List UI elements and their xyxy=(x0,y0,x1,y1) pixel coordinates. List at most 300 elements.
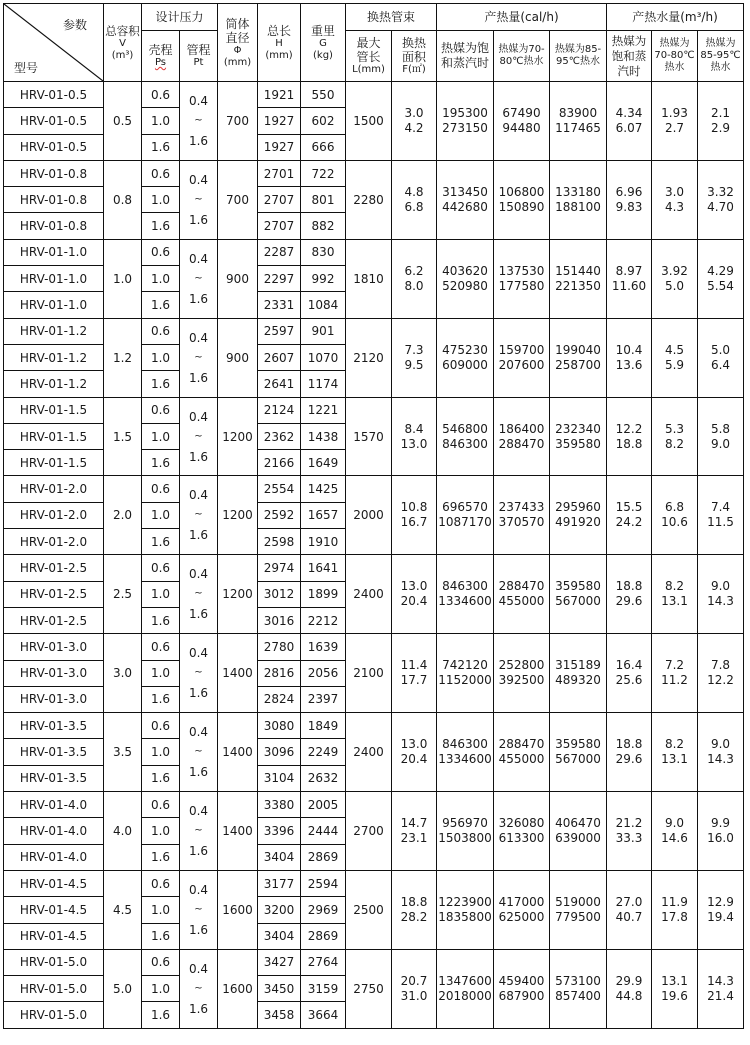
water-8595-max: 11.5 xyxy=(707,515,734,530)
corner-header xyxy=(4,4,104,82)
water-steam-cell xyxy=(607,160,652,239)
area-min: 8.4 xyxy=(404,421,424,436)
weight-cell: 602 xyxy=(301,108,346,134)
pt-max: 1.6 xyxy=(188,765,209,780)
area-cell xyxy=(392,476,437,555)
water-steam-min: 12.2 xyxy=(615,421,643,436)
pt-max: 1.6 xyxy=(188,449,209,464)
water-8595-header: 热媒为85-95℃热水 xyxy=(698,31,744,82)
area-cell xyxy=(392,634,437,713)
heat-8595-cell xyxy=(550,239,607,318)
heat-steam-max: 1334600 xyxy=(438,752,492,767)
weight-cell: 722 xyxy=(301,160,346,186)
water-steam-max: 44.8 xyxy=(615,988,643,1003)
heat-7080-max: 177580 xyxy=(498,278,545,293)
heat-8595-cell xyxy=(550,870,607,949)
water-steam-min: 4.34 xyxy=(615,105,643,120)
tube-pressure-cell xyxy=(180,713,218,792)
water-7080-min: 7.2 xyxy=(664,658,685,673)
area-min: 13.0 xyxy=(400,737,428,752)
pt-min: 0.4 xyxy=(188,725,209,740)
weight-cell: 2632 xyxy=(301,765,346,791)
weight-cell: 550 xyxy=(301,82,346,108)
model-cell: HRV-01-0.5 xyxy=(4,108,104,134)
shell-pressure-cell: 1.0 xyxy=(142,976,180,1002)
weight-header xyxy=(301,4,346,82)
model-cell: HRV-01-3.5 xyxy=(4,765,104,791)
diameter-symbol: Φ xyxy=(233,44,242,56)
length-cell: 2297 xyxy=(258,266,301,292)
model-cell: HRV-01-4.0 xyxy=(4,818,104,844)
water-8595-min: 12.9 xyxy=(707,894,734,909)
water-steam-max: 6.07 xyxy=(615,120,643,135)
water-steam-max: 9.83 xyxy=(615,199,643,214)
heat-8595-cell xyxy=(550,713,607,792)
water-8595-max: 4.70 xyxy=(707,199,734,214)
pt-min: 0.4 xyxy=(188,409,209,424)
length-cell: 2824 xyxy=(258,686,301,712)
shell-pressure-cell: 0.6 xyxy=(142,397,180,423)
model-cell: HRV-01-2.5 xyxy=(4,555,104,581)
heat-steam-min: 846300 xyxy=(442,579,488,594)
heat-steam-max: 442680 xyxy=(442,199,488,214)
model-cell: HRV-01-4.5 xyxy=(4,897,104,923)
table-body xyxy=(4,82,744,1029)
heat-7080-max: 288470 xyxy=(498,436,545,451)
length-cell: 2707 xyxy=(258,187,301,213)
heat-7080-min: 288470 xyxy=(498,579,545,594)
heat-7080-max: 207600 xyxy=(498,357,545,372)
heat-steam-min: 313450 xyxy=(442,184,488,199)
pt-tilde: ~ xyxy=(194,982,203,994)
volume-cell: 4.5 xyxy=(104,870,142,949)
weight-cell: 830 xyxy=(301,239,346,265)
water-7080-min: 4.5 xyxy=(664,342,685,357)
water-7080-cell xyxy=(652,397,698,476)
pt-min: 0.4 xyxy=(188,567,209,582)
water-8595-cell xyxy=(698,634,744,713)
water-7080-cell xyxy=(652,792,698,871)
heat-7080-cell xyxy=(494,949,550,1028)
pt-tilde: ~ xyxy=(194,667,203,679)
weight-cell: 992 xyxy=(301,266,346,292)
weight-cell: 901 xyxy=(301,318,346,344)
weight-cell: 1849 xyxy=(301,713,346,739)
shell-pressure-cell: 0.6 xyxy=(142,949,180,975)
water-steam-cell xyxy=(607,713,652,792)
shell-pressure-cell: 1.6 xyxy=(142,923,180,949)
volume-unit: (m³) xyxy=(111,49,134,61)
water-7080-min: 8.2 xyxy=(664,737,685,752)
area-min: 6.2 xyxy=(404,263,424,278)
heat-7080-max: 392500 xyxy=(498,673,545,688)
length-cell: 3104 xyxy=(258,765,301,791)
diameter-unit: (mm) xyxy=(223,56,252,68)
diameter-label: 筒体直径 xyxy=(225,16,250,45)
diameter-cell: 1200 xyxy=(218,476,258,555)
area-cell xyxy=(392,82,437,161)
tube-pressure-cell xyxy=(180,792,218,871)
heat-8595-max: 359580 xyxy=(555,436,601,451)
pt-min: 0.4 xyxy=(188,803,209,818)
heat-8595-min: 295960 xyxy=(555,500,601,515)
shell-pressure-cell: 0.6 xyxy=(142,634,180,660)
water-8595-min: 3.32 xyxy=(707,184,734,199)
heat-steam-max: 520980 xyxy=(442,278,488,293)
weight-cell: 801 xyxy=(301,187,346,213)
water-steam-max: 11.60 xyxy=(611,278,647,293)
area-min: 11.4 xyxy=(400,658,428,673)
water-7080-max: 5.9 xyxy=(664,357,685,372)
water-steam-min: 6.96 xyxy=(615,184,643,199)
shell-pressure-cell: 1.6 xyxy=(142,844,180,870)
length-cell: 1927 xyxy=(258,108,301,134)
water-7080-min: 3.92 xyxy=(661,263,688,278)
shell-pressure-cell: 1.0 xyxy=(142,344,180,370)
shell-pressure-cell: 1.0 xyxy=(142,187,180,213)
table-row xyxy=(4,792,744,818)
volume-cell: 5.0 xyxy=(104,949,142,1028)
length-symbol: H xyxy=(275,37,283,49)
model-cell: HRV-01-1.0 xyxy=(4,292,104,318)
length-cell: 3404 xyxy=(258,844,301,870)
length-cell: 3012 xyxy=(258,581,301,607)
heat-8595-max: 639000 xyxy=(555,830,601,845)
volume-cell: 0.8 xyxy=(104,160,142,239)
volume-cell: 2.0 xyxy=(104,476,142,555)
heat-7080-max: 370570 xyxy=(498,515,545,530)
heat-steam-cell xyxy=(437,318,494,397)
water-steam-max: 24.2 xyxy=(615,515,643,530)
water-7080-max: 11.2 xyxy=(661,673,688,688)
water-8595-cell xyxy=(698,318,744,397)
weight-cell: 1899 xyxy=(301,581,346,607)
volume-symbol: V xyxy=(119,37,126,49)
length-header xyxy=(258,4,301,82)
heat-8595-cell xyxy=(550,555,607,634)
model-cell: HRV-01-3.0 xyxy=(4,686,104,712)
diameter-cell: 900 xyxy=(218,239,258,318)
shell-pressure-cell: 0.6 xyxy=(142,239,180,265)
shell-pressure-cell: 1.6 xyxy=(142,213,180,239)
water-steam-min: 10.4 xyxy=(615,342,643,357)
model-cell: HRV-01-0.5 xyxy=(4,82,104,108)
heat-8595-min: 359580 xyxy=(555,579,601,594)
tube-pressure-cell xyxy=(180,318,218,397)
water-steam-cell xyxy=(607,792,652,871)
heat-7080-max: 687900 xyxy=(498,988,545,1003)
area-max: 20.4 xyxy=(400,752,428,767)
tube-pressure-cell xyxy=(180,949,218,1028)
water-steam-cell xyxy=(607,634,652,713)
heat-8595-min: 359580 xyxy=(555,737,601,752)
design-pressure-header: 设计压力 xyxy=(142,4,218,31)
model-cell: HRV-01-4.0 xyxy=(4,792,104,818)
heat-7080-min: 186400 xyxy=(498,421,545,436)
length-cell: 2974 xyxy=(258,555,301,581)
heat-8595-cell xyxy=(550,160,607,239)
area-max: 4.2 xyxy=(404,120,424,135)
water-8595-max: 5.54 xyxy=(707,278,734,293)
shell-pressure-cell: 1.6 xyxy=(142,607,180,633)
max-length-cell: 2280 xyxy=(346,160,392,239)
water-7080-cell xyxy=(652,476,698,555)
diameter-header xyxy=(218,4,258,82)
water-8595-cell xyxy=(698,239,744,318)
model-cell: HRV-01-1.2 xyxy=(4,318,104,344)
pt-tilde: ~ xyxy=(194,430,203,442)
model-cell: HRV-01-2.0 xyxy=(4,476,104,502)
water-steam-cell xyxy=(607,82,652,161)
water-7080-min: 11.9 xyxy=(661,894,688,909)
shell-label: 壳程 xyxy=(148,43,173,57)
heat-steam-header: 热媒为饱和蒸汽时 xyxy=(437,31,494,82)
pt-min: 0.4 xyxy=(188,172,209,187)
pt-tilde: ~ xyxy=(194,193,203,205)
area-cell xyxy=(392,239,437,318)
table-row xyxy=(4,318,744,344)
shell-pressure-cell: 0.6 xyxy=(142,160,180,186)
water-8595-min: 7.8 xyxy=(710,658,731,673)
shell-pressure-cell: 1.6 xyxy=(142,292,180,318)
table-row xyxy=(4,634,744,660)
tube-pressure-cell xyxy=(180,870,218,949)
shell-pressure-cell: 0.6 xyxy=(142,476,180,502)
heat-steam-cell xyxy=(437,555,494,634)
heat-7080-min: 326080 xyxy=(498,815,545,830)
weight-cell: 1438 xyxy=(301,423,346,449)
area-min: 3.0 xyxy=(404,105,424,120)
water-steam-max: 33.3 xyxy=(615,830,643,845)
length-cell: 2166 xyxy=(258,450,301,476)
length-cell: 2816 xyxy=(258,660,301,686)
water-8595-cell xyxy=(698,160,744,239)
length-cell: 2124 xyxy=(258,397,301,423)
length-cell: 2554 xyxy=(258,476,301,502)
length-cell: 3096 xyxy=(258,739,301,765)
pt-min: 0.4 xyxy=(188,330,209,345)
heat-7080-max: 455000 xyxy=(498,594,545,609)
heat-output-header: 产热量(cal/h) xyxy=(437,4,607,31)
pt-max: 1.6 xyxy=(188,607,209,622)
area-max: 16.7 xyxy=(400,515,428,530)
heat-steam-cell xyxy=(437,634,494,713)
water-8595-min: 4.29 xyxy=(707,263,734,278)
corner-model-label: 型号 xyxy=(14,61,39,75)
area-min: 14.7 xyxy=(400,815,428,830)
shell-pressure-cell: 1.6 xyxy=(142,134,180,160)
table-row xyxy=(4,870,744,896)
shell-pressure-cell: 1.0 xyxy=(142,423,180,449)
heat-steam-cell xyxy=(437,239,494,318)
spec-table xyxy=(3,3,744,1029)
max-length-cell: 1810 xyxy=(346,239,392,318)
heat-8595-max: 491920 xyxy=(555,515,601,530)
heat-7080-max: 150890 xyxy=(498,199,545,214)
pt-max: 1.6 xyxy=(188,528,209,543)
shell-pressure-cell: 1.6 xyxy=(142,686,180,712)
heat-steam-min: 846300 xyxy=(442,737,488,752)
water-steam-min: 18.8 xyxy=(615,737,643,752)
length-cell: 2607 xyxy=(258,344,301,370)
heat-steam-min: 1347600 xyxy=(438,973,492,988)
weight-cell: 2397 xyxy=(301,686,346,712)
heat-steam-max: 1835800 xyxy=(438,909,492,924)
shell-pressure-cell: 1.0 xyxy=(142,108,180,134)
heat-7080-cell xyxy=(494,555,550,634)
diameter-cell: 1600 xyxy=(218,949,258,1028)
heat-7080-cell xyxy=(494,397,550,476)
shell-pressure-cell: 0.6 xyxy=(142,82,180,108)
max-length-cell: 2750 xyxy=(346,949,392,1028)
water-8595-min: 9.0 xyxy=(710,579,731,594)
heat-8595-min: 232340 xyxy=(555,421,601,436)
water-8595-min: 2.1 xyxy=(710,105,731,120)
heat-7080-min: 67490 xyxy=(502,105,541,120)
heat-7080-max: 625000 xyxy=(498,909,545,924)
pt-tilde: ~ xyxy=(194,903,203,915)
tube-pressure-cell xyxy=(180,555,218,634)
max-length-cell: 2500 xyxy=(346,870,392,949)
shell-pressure-cell: 1.0 xyxy=(142,897,180,923)
tube-pressure-cell xyxy=(180,160,218,239)
max-length-cell: 1570 xyxy=(346,397,392,476)
water-steam-min: 18.8 xyxy=(615,579,643,594)
heat-8595-cell xyxy=(550,82,607,161)
model-cell: HRV-01-1.2 xyxy=(4,344,104,370)
max-length-cell: 2400 xyxy=(346,713,392,792)
heat-steam-max: 1503800 xyxy=(438,830,492,845)
water-8595-min: 9.0 xyxy=(710,737,731,752)
diameter-cell: 1400 xyxy=(218,634,258,713)
length-cell: 1921 xyxy=(258,82,301,108)
weight-cell: 1649 xyxy=(301,450,346,476)
model-cell: HRV-01-0.5 xyxy=(4,134,104,160)
weight-cell: 1641 xyxy=(301,555,346,581)
water-8595-min: 9.9 xyxy=(710,815,731,830)
heat-steam-min: 475230 xyxy=(442,342,488,357)
heat-steam-cell xyxy=(437,476,494,555)
water-steam-header: 热媒为饱和蒸汽时 xyxy=(607,31,652,82)
heat-7080-cell xyxy=(494,160,550,239)
heat-8595-cell xyxy=(550,397,607,476)
water-8595-max: 12.2 xyxy=(707,673,734,688)
volume-cell: 3.0 xyxy=(104,634,142,713)
heat-7080-cell xyxy=(494,792,550,871)
length-cell: 1927 xyxy=(258,134,301,160)
model-cell: HRV-01-2.5 xyxy=(4,581,104,607)
water-7080-header: 热媒为70-80℃热水 xyxy=(652,31,698,82)
max-length-cell: 2100 xyxy=(346,634,392,713)
table-header xyxy=(4,4,744,82)
heat-steam-cell xyxy=(437,870,494,949)
heat-steam-min: 546800 xyxy=(442,421,488,436)
water-7080-min: 1.93 xyxy=(661,105,688,120)
heat-steam-min: 1223900 xyxy=(438,894,492,909)
area-min: 10.8 xyxy=(400,500,428,515)
heat-8595-max: 779500 xyxy=(555,909,601,924)
water-7080-min: 13.1 xyxy=(661,973,688,988)
weight-cell: 882 xyxy=(301,213,346,239)
shell-pressure-cell: 1.6 xyxy=(142,1002,180,1028)
area-unit: F(㎡) xyxy=(402,64,426,75)
water-8595-max: 2.9 xyxy=(710,120,731,135)
pt-tilde: ~ xyxy=(194,114,203,126)
length-cell: 2287 xyxy=(258,239,301,265)
weight-unit: (kg) xyxy=(313,49,333,61)
model-cell: HRV-01-3.5 xyxy=(4,739,104,765)
heat-7080-cell xyxy=(494,634,550,713)
model-cell: HRV-01-1.0 xyxy=(4,266,104,292)
length-cell: 3080 xyxy=(258,713,301,739)
area-cell xyxy=(392,318,437,397)
water-output-header: 产热水量(m³/h) xyxy=(607,4,744,31)
water-7080-cell xyxy=(652,870,698,949)
shell-pressure-cell: 1.0 xyxy=(142,502,180,528)
heat-8595-cell xyxy=(550,634,607,713)
water-7080-min: 3.0 xyxy=(664,184,685,199)
heat-steam-min: 696570 xyxy=(442,500,488,515)
area-max: 17.7 xyxy=(400,673,428,688)
heat-steam-cell xyxy=(437,397,494,476)
model-cell: HRV-01-1.5 xyxy=(4,450,104,476)
tube-pressure-cell xyxy=(180,82,218,161)
model-cell: HRV-01-3.5 xyxy=(4,713,104,739)
water-8595-max: 9.0 xyxy=(710,436,731,451)
heat-steam-max: 1334600 xyxy=(438,594,492,609)
pt-max: 1.6 xyxy=(188,686,209,701)
heat-7080-min: 459400 xyxy=(498,973,545,988)
heat-8595-cell xyxy=(550,949,607,1028)
heat-8595-cell xyxy=(550,476,607,555)
water-7080-cell xyxy=(652,318,698,397)
diameter-cell: 1600 xyxy=(218,870,258,949)
water-8595-min: 14.3 xyxy=(707,973,734,988)
heat-7080-max: 613300 xyxy=(498,830,545,845)
pt-tilde: ~ xyxy=(194,746,203,758)
pt-max: 1.6 xyxy=(188,843,209,858)
max-length-cell: 2120 xyxy=(346,318,392,397)
heat-steam-min: 956970 xyxy=(442,815,488,830)
volume-cell: 0.5 xyxy=(104,82,142,161)
tube-label: 管程 xyxy=(186,43,211,57)
length-cell: 3016 xyxy=(258,607,301,633)
length-cell: 3458 xyxy=(258,1002,301,1028)
tube-pressure-cell xyxy=(180,476,218,555)
area-min: 20.7 xyxy=(400,973,428,988)
weight-cell: 2249 xyxy=(301,739,346,765)
weight-cell: 2056 xyxy=(301,660,346,686)
pt-min: 0.4 xyxy=(188,646,209,661)
water-8595-cell xyxy=(698,949,744,1028)
pt-max: 1.6 xyxy=(188,370,209,385)
table-row xyxy=(4,160,744,186)
heat-8595-header: 热媒为85-95℃热水 xyxy=(550,31,607,82)
area-cell xyxy=(392,870,437,949)
heat-8595-max: 857400 xyxy=(555,988,601,1003)
heat-8595-max: 221350 xyxy=(555,278,601,293)
pt-min: 0.4 xyxy=(188,488,209,503)
water-7080-max: 2.7 xyxy=(664,120,685,135)
area-max: 9.5 xyxy=(404,357,424,372)
corner-param-label: 参数 xyxy=(62,18,87,32)
heat-steam-cell xyxy=(437,160,494,239)
water-7080-cell xyxy=(652,634,698,713)
water-steam-cell xyxy=(607,397,652,476)
heat-8595-min: 315189 xyxy=(555,658,601,673)
heat-7080-cell xyxy=(494,713,550,792)
heat-7080-cell xyxy=(494,318,550,397)
